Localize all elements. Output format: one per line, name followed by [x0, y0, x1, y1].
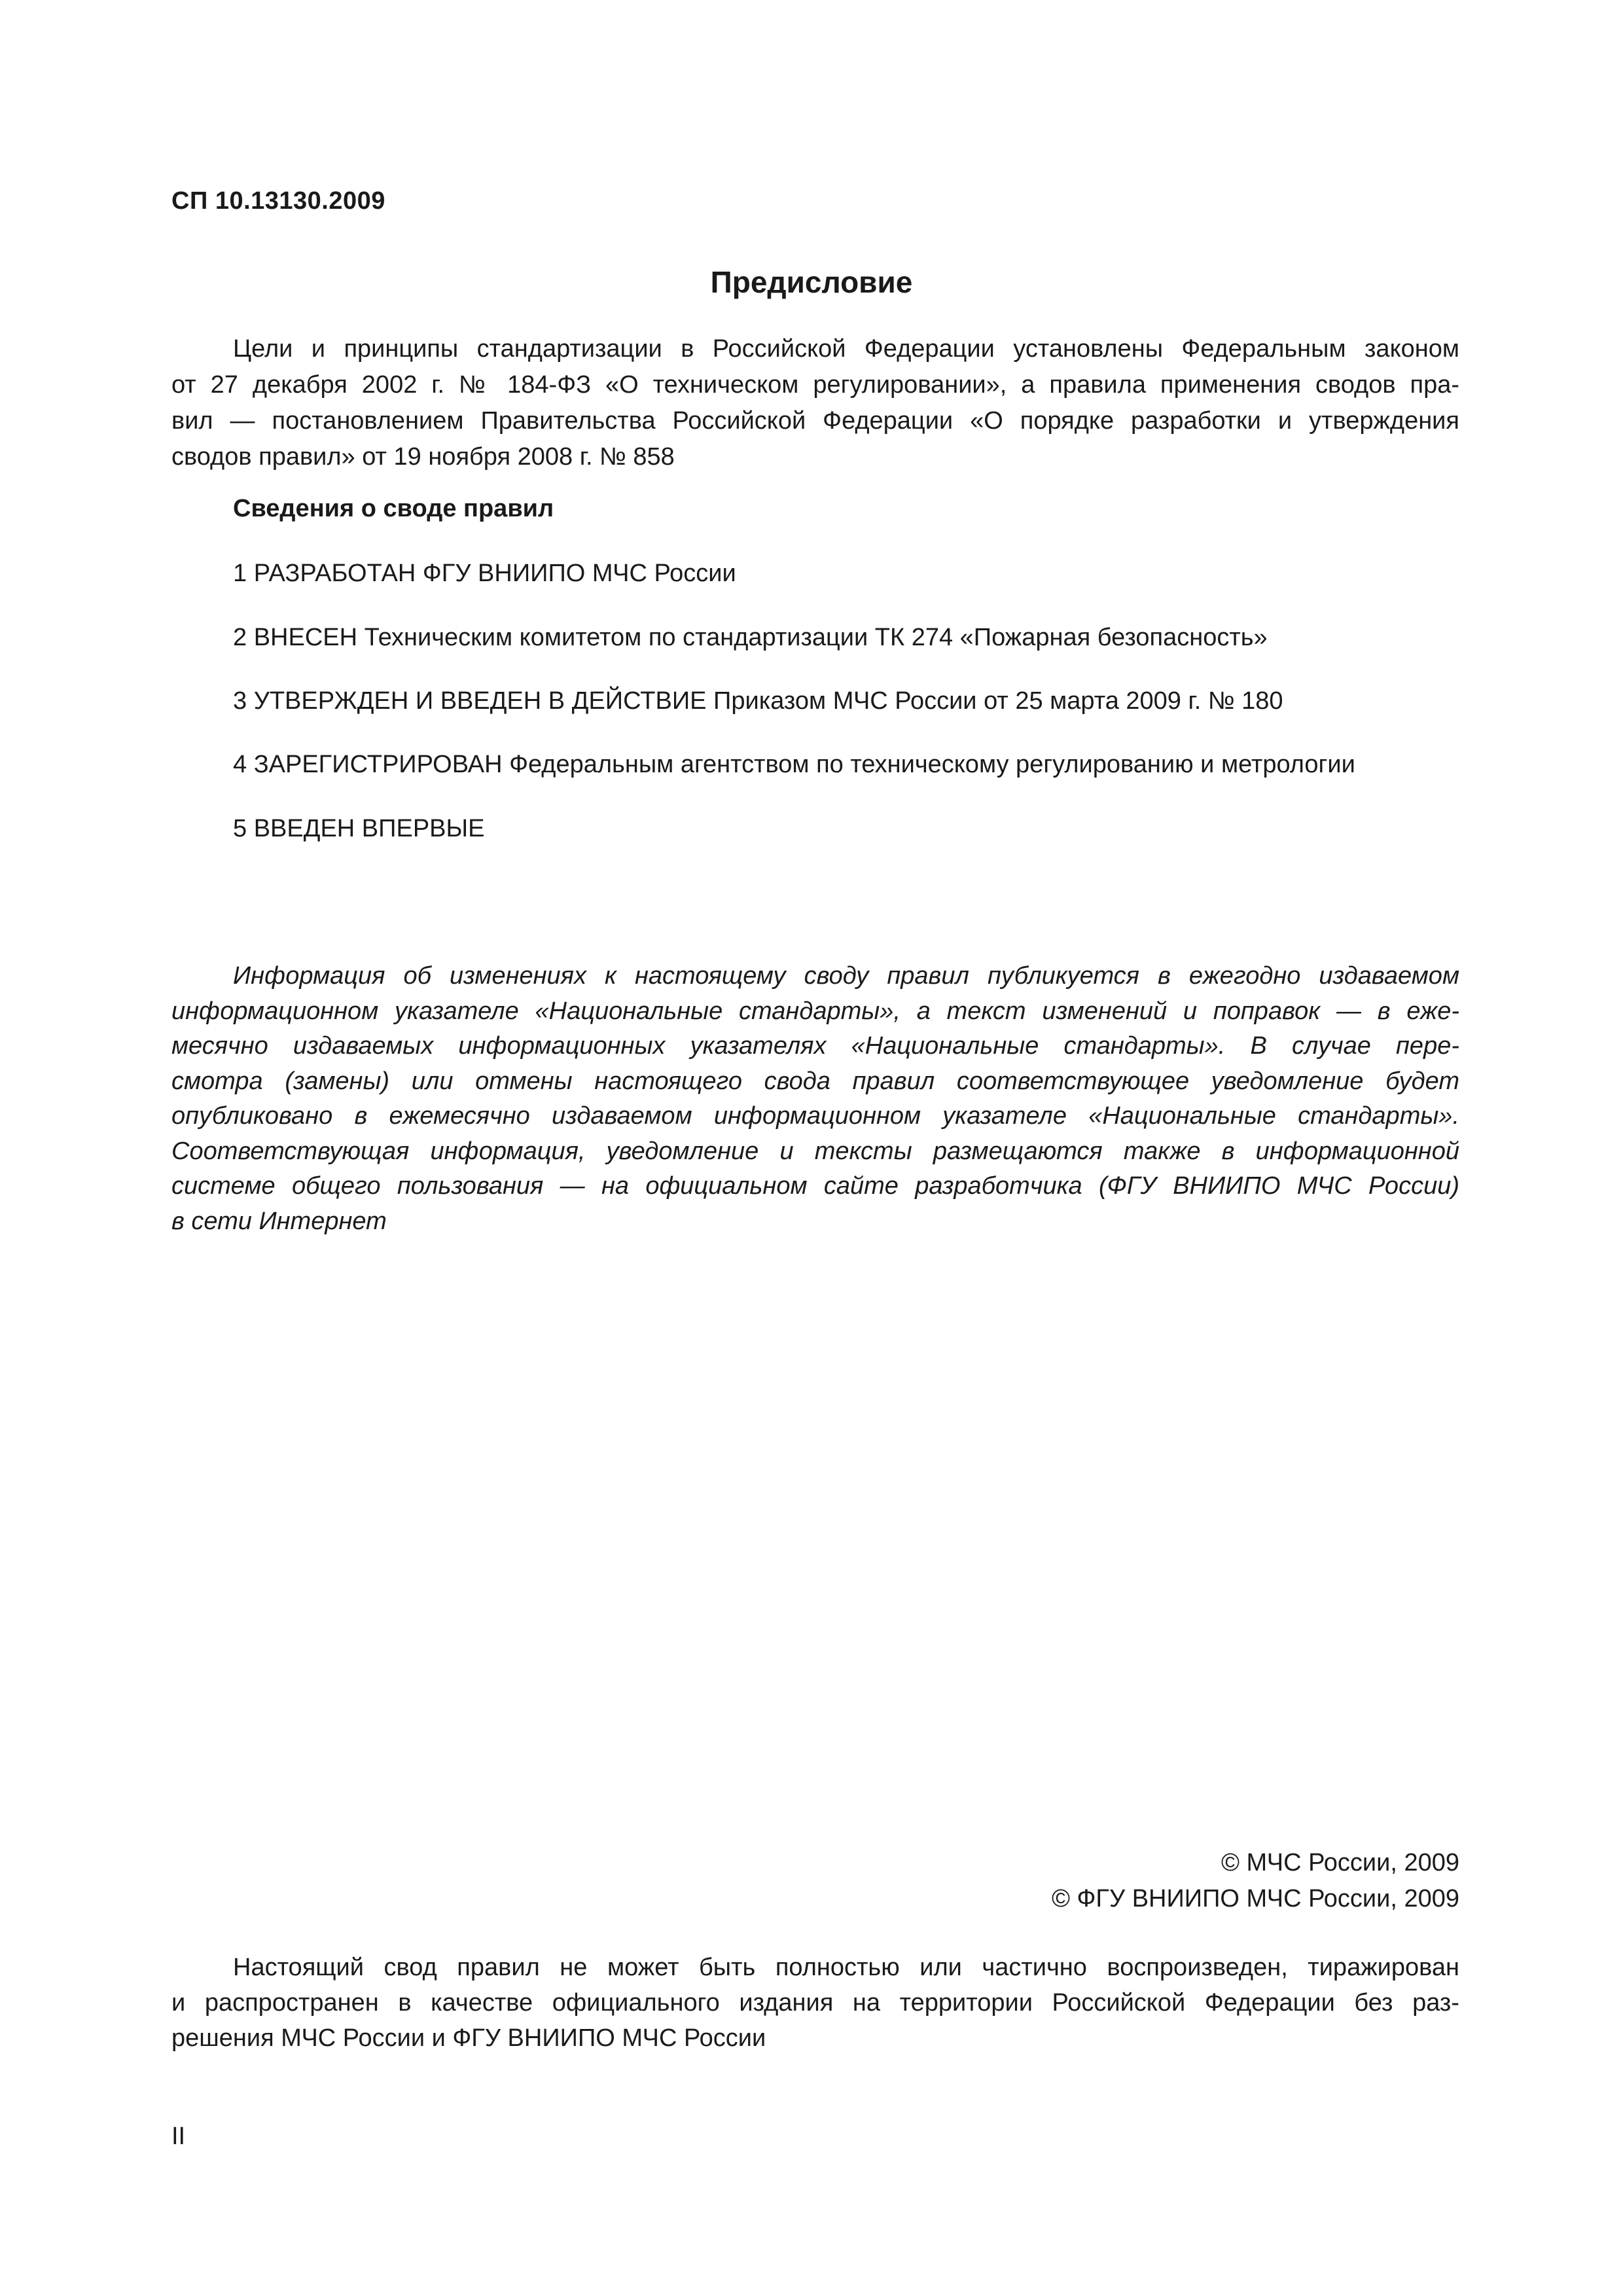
changes-info-line: Соответствующая информация, уведомление и тексты размещаются также в информационной	[171, 1137, 1459, 1165]
list-item: 1 РАЗРАБОТАН ФГУ ВНИИПО МЧС России	[233, 560, 736, 587]
document-code: СП 10.13130.2009	[171, 187, 385, 215]
changes-info-line: в сети Интернет	[171, 1207, 387, 1235]
list-item: 4 ЗАРЕГИСТРИРОВАН Федеральным агентством по техническому регулированию и метрологии	[233, 751, 1355, 778]
list-item: 5 ВВЕДЕН ВПЕРВЫЕ	[233, 815, 485, 842]
changes-info-paragraph	[171, 959, 1459, 1239]
list-item: 3 УТВЕРЖДЕН И ВВЕДЕН В ДЕЙСТВИЕ Приказом МЧС России от 25 марта 2009 г. № 180	[233, 687, 1283, 715]
changes-info-line: опубликовано в ежемесячно издаваемом информационном указателе «Национальные стандарты».	[171, 1102, 1459, 1130]
changes-info-line: Информация об изменениях к настоящему своду правил публикуется в ежегодно издаваемом	[233, 962, 1459, 990]
notice-line: Настоящий свод правил не может быть полностью или частично воспроизведен, тиражирован	[233, 1954, 1459, 1981]
changes-info-line: системе общего пользования — на официальном сайте разработчика (ФГУ ВНИИПО МЧС России)	[171, 1172, 1459, 1200]
reproduction-notice	[171, 1950, 1459, 2056]
intro-line: сводов правил» от 19 ноября 2008 г. № 858	[171, 443, 675, 471]
changes-info-line: месячно издаваемых информационных указателях «Национальные стандарты». В случае пере-	[171, 1032, 1459, 1060]
info-heading: Сведения о своде правил	[233, 495, 554, 522]
changes-info-line: информационном указателе «Национальные стандарты», а текст изменений и поправок — в еже-	[171, 997, 1459, 1025]
list-item: 2 ВНЕСЕН Техническим комитетом по стандартизации ТК 274 «Пожарная безопасность»	[233, 624, 1268, 651]
copyright-line: © ФГУ ВНИИПО МЧС России, 2009	[1051, 1885, 1459, 1912]
notice-line: и распространен в качестве официального издания на территории Российской Федерации без раз-	[171, 1989, 1459, 2017]
intro-line: Цели и принципы стандартизации в Российской Федерации установлены Федеральным законом	[233, 335, 1459, 363]
intro-paragraph	[171, 331, 1459, 475]
changes-info-line: смотра (замены) или отмены настоящего свода правил соответствующее уведомление будет	[171, 1067, 1459, 1095]
page-number: II	[171, 2123, 186, 2150]
notice-line: решения МЧС России и ФГУ ВНИИПО МЧС России	[171, 2024, 766, 2052]
copyright-line: © МЧС России, 2009	[1221, 1849, 1459, 1876]
page-title: Предисловие	[710, 265, 913, 299]
intro-line: от 27 декабря 2002 г. № 184-ФЗ «О техническом регулировании», а правила применения сводов пра-	[171, 371, 1459, 399]
intro-line: вил — постановлением Правительства Российской Федерации «О порядке разработки и утверждения	[171, 407, 1459, 435]
